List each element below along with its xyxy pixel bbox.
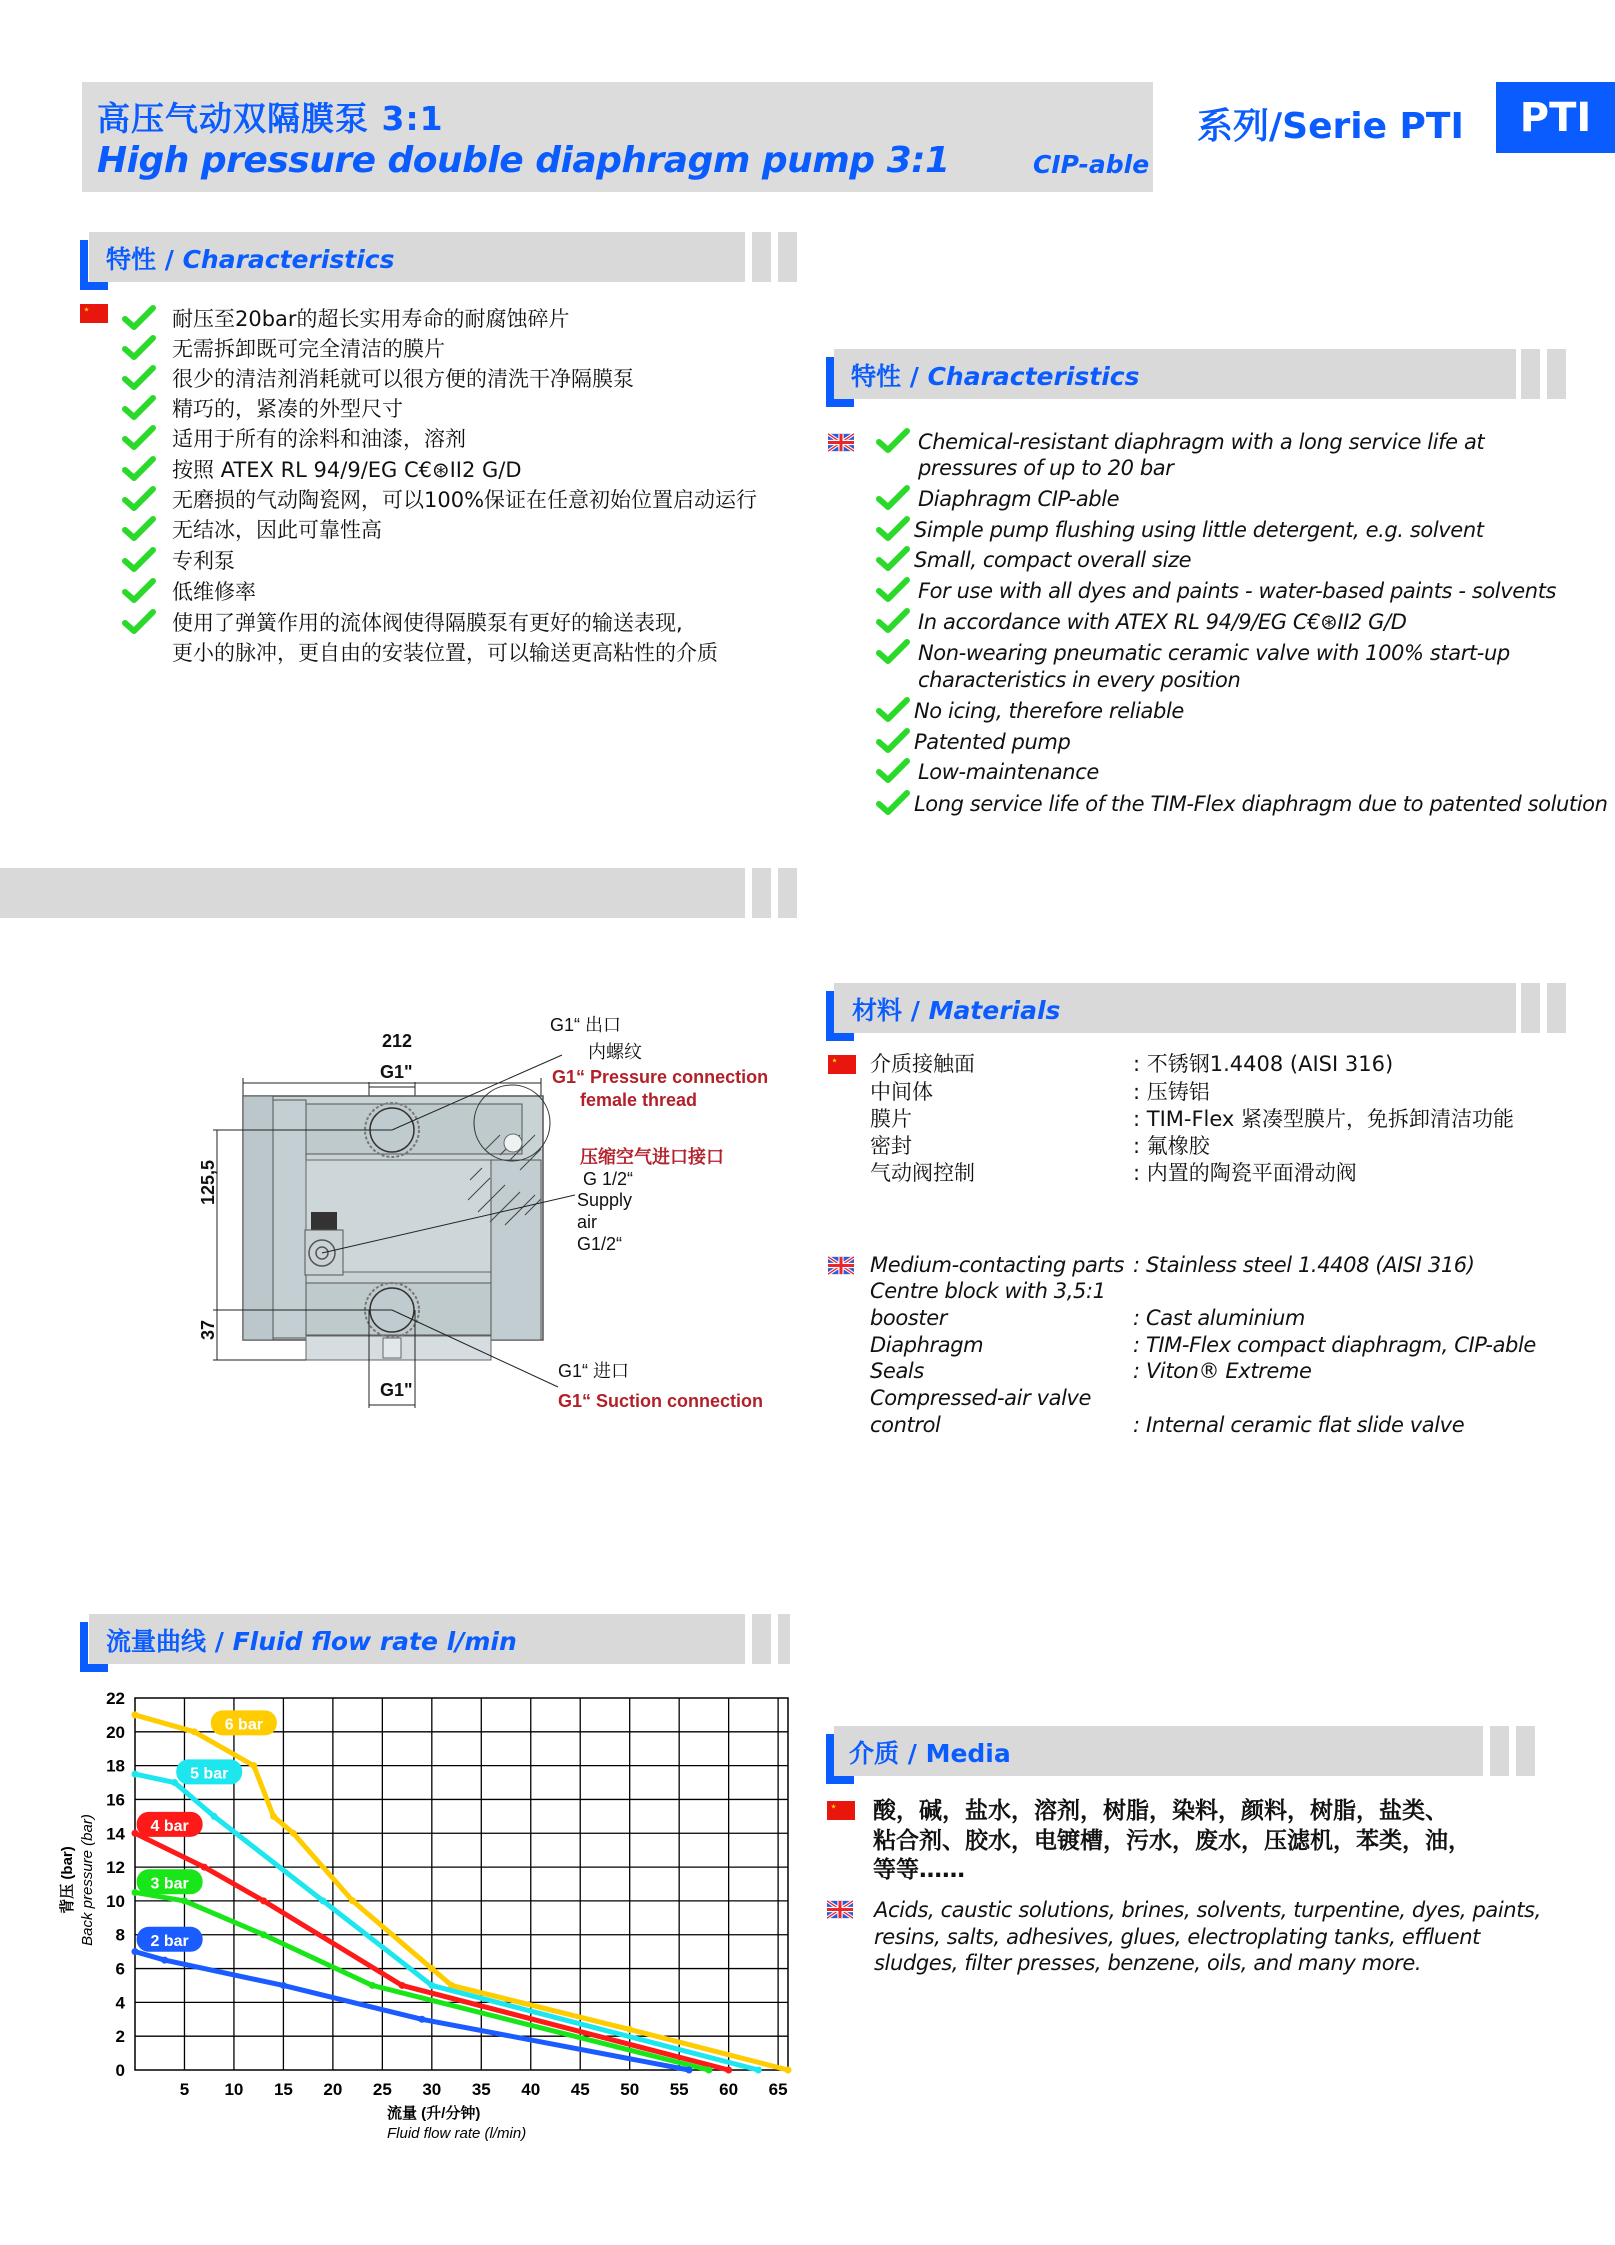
section-title-cn: 材料 bbox=[852, 996, 903, 1025]
section-title-cn: 特性 bbox=[106, 245, 157, 274]
section-title-cn: 流量曲线 bbox=[106, 1627, 207, 1656]
check-icon bbox=[122, 516, 156, 542]
series-label: 系列/Serie PTI bbox=[1197, 106, 1464, 147]
data-point bbox=[250, 1762, 257, 1769]
data-point bbox=[705, 2067, 712, 2074]
section-title-sep: / bbox=[901, 362, 928, 391]
characteristic-item: Non-wearing pneumatic ceramic valve with 100% start-up bbox=[918, 641, 1510, 665]
section-header-tab bbox=[752, 1614, 771, 1664]
check-icon bbox=[122, 547, 156, 573]
x-tick-label: 15 bbox=[273, 2080, 293, 2099]
data-point bbox=[132, 1889, 139, 1896]
air-label-cn: 压缩空气进口接口 bbox=[580, 1147, 724, 1167]
dim-height-label: 125,5 bbox=[198, 1159, 218, 1205]
characteristic-item: 更小的脉冲，更自由的安装位置，可以输送更高粘性的介质 bbox=[172, 641, 718, 665]
material-label: Compressed-air valve bbox=[870, 1386, 1092, 1410]
section-header-tab bbox=[1547, 983, 1566, 1033]
data-point bbox=[132, 1830, 139, 1837]
series-badge bbox=[1496, 82, 1615, 153]
characteristic-item: pressures of up to 20 bar bbox=[918, 456, 1174, 480]
legend-label: 2 bar bbox=[150, 1932, 189, 1950]
material-label: Diaphragm bbox=[870, 1333, 984, 1357]
y-tick-label: 8 bbox=[115, 1925, 125, 1945]
material-value: : TIM-Flex compact diaphragm, CIP-able bbox=[1133, 1333, 1536, 1357]
material-value: : 不锈钢1.4408 (AISI 316) bbox=[1133, 1052, 1394, 1076]
data-point bbox=[686, 2067, 693, 2074]
characteristic-item: 使用了弹簧作用的流体阀使得隔膜泵有更好的输送表现, bbox=[172, 611, 683, 635]
y-tick-label: 20 bbox=[106, 1722, 125, 1742]
characteristic-item: Diaphragm CIP-able bbox=[918, 487, 1120, 511]
outlet-thread-label-cn: 内螺纹 bbox=[588, 1042, 642, 1062]
media-en-line: resins, salts, adhesives, glues, electroplating tanks, effluent bbox=[874, 1925, 1480, 1949]
check-icon bbox=[876, 639, 910, 665]
media-cn-line: 粘合剂、胶水，电镀槽，污水，废水，压滤机，苯类，油， bbox=[873, 1828, 1471, 1854]
data-point bbox=[260, 1931, 267, 1938]
section-title-sep: / bbox=[902, 996, 929, 1025]
section-marker-foot bbox=[826, 1776, 854, 1784]
x-tick-label: 50 bbox=[620, 2080, 640, 2099]
characteristic-item: 无需拆卸既可完全清洁的膜片 bbox=[172, 337, 445, 361]
cip-able-label: CIP-able bbox=[1033, 150, 1150, 179]
y-tick-label: 18 bbox=[106, 1756, 125, 1776]
uk-flag-icon bbox=[828, 433, 854, 452]
legend-label: 3 bar bbox=[150, 1875, 189, 1893]
x-tick-label: 5 bbox=[179, 2080, 190, 2099]
characteristic-item: Long service life of the TIM-Flex diaphragm due to patented solution bbox=[914, 792, 1608, 816]
pump-right-chamber bbox=[491, 1160, 541, 1340]
data-point bbox=[626, 2026, 633, 2033]
x-tick-label: 10 bbox=[224, 2080, 244, 2099]
legend-label: 5 bar bbox=[190, 1765, 229, 1783]
check-icon bbox=[122, 335, 156, 361]
y-tick-label: 16 bbox=[106, 1790, 125, 1810]
air-label-en-2: air bbox=[577, 1212, 598, 1232]
inlet-label-en: G1“ Suction connection bbox=[558, 1391, 764, 1411]
data-point bbox=[725, 2067, 732, 2074]
media-cn-line: 等等…… bbox=[873, 1857, 965, 1883]
characteristic-item: 耐压至20bar的超长实用寿命的耐腐蚀碎片 bbox=[172, 307, 570, 331]
air-inlet-bore bbox=[504, 1134, 522, 1152]
data-point bbox=[132, 1948, 139, 1955]
air-label-en-1: Supply bbox=[577, 1190, 633, 1210]
data-point bbox=[132, 1711, 139, 1718]
y-axis-label: Back pressure (bar) bbox=[79, 1814, 96, 1946]
x-tick-label: 35 bbox=[471, 2080, 491, 2099]
data-point bbox=[211, 1813, 218, 1820]
material-value: : TIM-Flex 紧凑型膜片，免拆卸清洁功能 bbox=[1133, 1107, 1515, 1131]
outlet-label-cn: G1“ 出口 bbox=[550, 1015, 622, 1035]
y-tick-label: 0 bbox=[115, 2061, 125, 2080]
data-point bbox=[755, 2067, 762, 2074]
material-value: : 氟橡胶 bbox=[1133, 1134, 1210, 1158]
section-title-en: Characteristics bbox=[182, 245, 395, 274]
material-value: : 内置的陶瓷平面滑动阀 bbox=[1133, 1161, 1357, 1185]
uk-flag-icon bbox=[827, 1900, 853, 1919]
section-title-sep: / bbox=[156, 245, 183, 274]
page-title-en: High pressure double diaphragm pump 3:1 bbox=[97, 140, 950, 181]
check-icon bbox=[122, 425, 156, 451]
inlet-label-cn: G1“ 进口 bbox=[558, 1361, 630, 1381]
section-header-tab bbox=[778, 868, 797, 918]
characteristic-item: Simple pump flushing using little detergent, e.g. solvent bbox=[914, 518, 1484, 542]
material-label: Medium-contacting parts bbox=[870, 1253, 1125, 1277]
x-tick-label: 65 bbox=[768, 2080, 788, 2099]
section-header-tab bbox=[752, 868, 771, 918]
series-badge-text: PTI bbox=[1519, 94, 1592, 141]
section-header-tab bbox=[778, 1614, 790, 1664]
characteristic-item: In accordance with ATEX RL 94/9/EG C€⊛II2 G/D bbox=[918, 610, 1407, 634]
section-header-tab bbox=[778, 232, 797, 282]
check-icon bbox=[876, 728, 910, 754]
material-label: 中间体 bbox=[870, 1080, 933, 1104]
material-label: 气动阀控制 bbox=[870, 1161, 975, 1185]
characteristic-item: 按照 ATEX RL 94/9/EG C€⊛II2 G/D bbox=[172, 458, 522, 482]
section-title-sep: / bbox=[206, 1627, 233, 1656]
check-icon bbox=[876, 790, 910, 816]
china-flag-icon bbox=[827, 1801, 855, 1820]
dim-top-port-label: G1" bbox=[380, 1062, 413, 1082]
data-point bbox=[349, 1897, 356, 1904]
characteristic-item: For use with all dyes and paints - water-based paints - solvents bbox=[918, 579, 1557, 603]
media-en-line: Acids, caustic solutions, brines, solvents, turpentine, dyes, paints, bbox=[874, 1898, 1541, 1922]
x-tick-label: 40 bbox=[521, 2080, 541, 2099]
material-label: booster bbox=[870, 1306, 947, 1330]
air-label-en-3: G1/2“ bbox=[577, 1234, 623, 1254]
legend-label: 6 bar bbox=[224, 1716, 263, 1734]
check-icon bbox=[876, 608, 910, 634]
check-icon bbox=[876, 485, 910, 511]
section-header-tab bbox=[1490, 1726, 1509, 1776]
data-point bbox=[369, 1982, 376, 1989]
x-tick-label: 45 bbox=[570, 2080, 590, 2099]
characteristic-item: 无结冰，因此可靠性高 bbox=[172, 518, 382, 542]
material-value: : Internal ceramic flat slide valve bbox=[1133, 1413, 1465, 1437]
material-label: Seals bbox=[870, 1359, 924, 1383]
pump-drain bbox=[383, 1338, 401, 1358]
data-point bbox=[181, 1897, 188, 1904]
data-point bbox=[201, 1864, 208, 1871]
check-icon bbox=[122, 578, 156, 604]
check-icon bbox=[122, 395, 156, 421]
media-cn-line: 酸，碱，盐水，溶剂，树脂，染料，颜料，树脂，盐类、 bbox=[873, 1798, 1448, 1824]
dim-bottom-label: 37 bbox=[198, 1319, 218, 1340]
outlet-label-en-2: female thread bbox=[580, 1090, 698, 1110]
y-tick-label: 2 bbox=[115, 2027, 125, 2047]
pump-left-cover bbox=[243, 1096, 273, 1340]
legend-label: 4 bar bbox=[150, 1817, 189, 1835]
section-marker-foot bbox=[80, 282, 108, 290]
x-axis-label: Fluid flow rate (l/min) bbox=[387, 2125, 527, 2142]
material-value: : Viton® Extreme bbox=[1133, 1359, 1312, 1383]
dim-bottom-port-label: G1" bbox=[380, 1380, 413, 1400]
x-tick-label: 20 bbox=[323, 2080, 343, 2099]
check-icon bbox=[876, 577, 910, 603]
data-point bbox=[418, 2016, 425, 2023]
x-tick-label: 30 bbox=[422, 2080, 442, 2099]
x-tick-label: 60 bbox=[719, 2080, 739, 2099]
y-axis-label-cn: 背压 (bar) bbox=[59, 1846, 76, 1914]
characteristic-item: 精巧的，紧凑的外型尺寸 bbox=[172, 397, 403, 421]
data-point bbox=[428, 1965, 435, 1972]
data-point bbox=[290, 1830, 297, 1837]
x-axis-label-cn: 流量 (升/分钟) bbox=[387, 2105, 481, 2122]
check-icon bbox=[122, 305, 156, 331]
characteristic-item: Small, compact overall size bbox=[914, 548, 1192, 572]
section-title-cn: 特性 bbox=[851, 362, 902, 391]
data-point bbox=[161, 1957, 168, 1964]
material-value: : 压铸铝 bbox=[1133, 1080, 1210, 1104]
data-point bbox=[260, 1897, 267, 1904]
material-value: : Cast aluminium bbox=[1133, 1306, 1305, 1330]
y-tick-label: 10 bbox=[106, 1891, 125, 1911]
page-title-cn: 高压气动双隔膜泵 3:1 bbox=[97, 99, 444, 138]
media-en-line: sludges, filter presses, benzene, oils, and many more. bbox=[874, 1951, 1422, 1975]
check-icon bbox=[122, 365, 156, 391]
characteristic-item: Low-maintenance bbox=[918, 760, 1099, 784]
characteristic-item: No icing, therefore reliable bbox=[914, 699, 1184, 723]
data-point bbox=[280, 1982, 287, 1989]
characteristic-item: characteristics in every position bbox=[918, 668, 1241, 692]
section-header-tab bbox=[1547, 349, 1566, 399]
material-label: 膜片 bbox=[870, 1107, 912, 1131]
section-title-en: Fluid flow rate l/min bbox=[232, 1627, 517, 1656]
characteristic-item: Patented pump bbox=[914, 730, 1071, 754]
section-title-cn: 介质 bbox=[849, 1739, 900, 1768]
section-title bbox=[852, 991, 1060, 1027]
section-header-tab bbox=[1516, 1726, 1535, 1776]
material-label: control bbox=[870, 1413, 941, 1437]
check-icon bbox=[876, 428, 910, 454]
material-label: 密封 bbox=[870, 1134, 912, 1158]
section-header-bar bbox=[0, 868, 745, 918]
section-title bbox=[106, 240, 395, 276]
air-valve-solenoid bbox=[311, 1212, 337, 1230]
china-flag-icon bbox=[80, 304, 108, 323]
characteristic-item: 无磨损的气动陶瓷网，可以100%保证在任意初始位置启动运行 bbox=[172, 488, 758, 512]
data-point bbox=[785, 2067, 792, 2074]
data-point bbox=[191, 1728, 198, 1735]
dim-width-label: 212 bbox=[382, 1031, 413, 1051]
y-tick-label: 12 bbox=[106, 1858, 125, 1878]
section-title-sep: / bbox=[899, 1739, 926, 1768]
check-icon bbox=[876, 516, 910, 542]
y-tick-label: 14 bbox=[106, 1824, 125, 1844]
material-label: Centre block with 3,5:1 bbox=[870, 1279, 1106, 1303]
check-icon bbox=[122, 456, 156, 482]
x-tick-label: 55 bbox=[669, 2080, 689, 2099]
section-header-tab bbox=[752, 232, 771, 282]
section-title bbox=[849, 1734, 1011, 1770]
pump-left-chamber bbox=[273, 1100, 306, 1338]
section-title bbox=[851, 357, 1140, 393]
check-icon bbox=[876, 546, 910, 572]
section-header-tab bbox=[1521, 349, 1540, 399]
check-icon bbox=[876, 697, 910, 723]
material-label: 介质接触面 bbox=[870, 1052, 975, 1076]
y-tick-label: 6 bbox=[115, 1959, 125, 1979]
characteristic-item: 专利泵 bbox=[172, 549, 235, 573]
section-header-tab bbox=[1521, 983, 1540, 1033]
outlet-label-en: G1“ Pressure connection bbox=[552, 1067, 769, 1087]
material-value: : Stainless steel 1.4408 (AISI 316) bbox=[1133, 1253, 1475, 1277]
characteristic-item: Chemical-resistant diaphragm with a long service life at bbox=[918, 430, 1485, 454]
section-title-en: Materials bbox=[928, 996, 1061, 1025]
characteristic-item: 适用于所有的涂料和油漆，溶剂 bbox=[172, 427, 466, 451]
y-tick-label: 4 bbox=[115, 1993, 125, 2013]
x-tick-label: 25 bbox=[372, 2080, 392, 2099]
air-size-label: G 1/2“ bbox=[583, 1169, 634, 1189]
y-tick-label: 22 bbox=[106, 1689, 125, 1708]
section-title bbox=[106, 1622, 517, 1658]
data-point bbox=[270, 1813, 277, 1820]
data-point bbox=[171, 1779, 178, 1786]
uk-flag-icon bbox=[828, 1256, 854, 1275]
data-point bbox=[132, 1771, 139, 1778]
data-point bbox=[399, 1982, 406, 1989]
section-title-en: Media bbox=[925, 1739, 1011, 1768]
section-title-en: Characteristics bbox=[927, 362, 1140, 391]
check-icon bbox=[122, 486, 156, 512]
section-marker-foot bbox=[826, 399, 854, 407]
flow-rate-chart bbox=[0, 1660, 820, 2180]
section-marker-foot bbox=[826, 1033, 854, 1041]
data-point bbox=[319, 1897, 326, 1904]
data-point bbox=[428, 1982, 435, 1989]
characteristic-item: 很少的清洁剂消耗就可以很方便的清洗干净隔膜泵 bbox=[172, 367, 634, 391]
check-icon bbox=[876, 758, 910, 784]
check-icon bbox=[122, 609, 156, 635]
characteristic-item: 低维修率 bbox=[172, 580, 256, 604]
china-flag-icon bbox=[828, 1055, 856, 1074]
